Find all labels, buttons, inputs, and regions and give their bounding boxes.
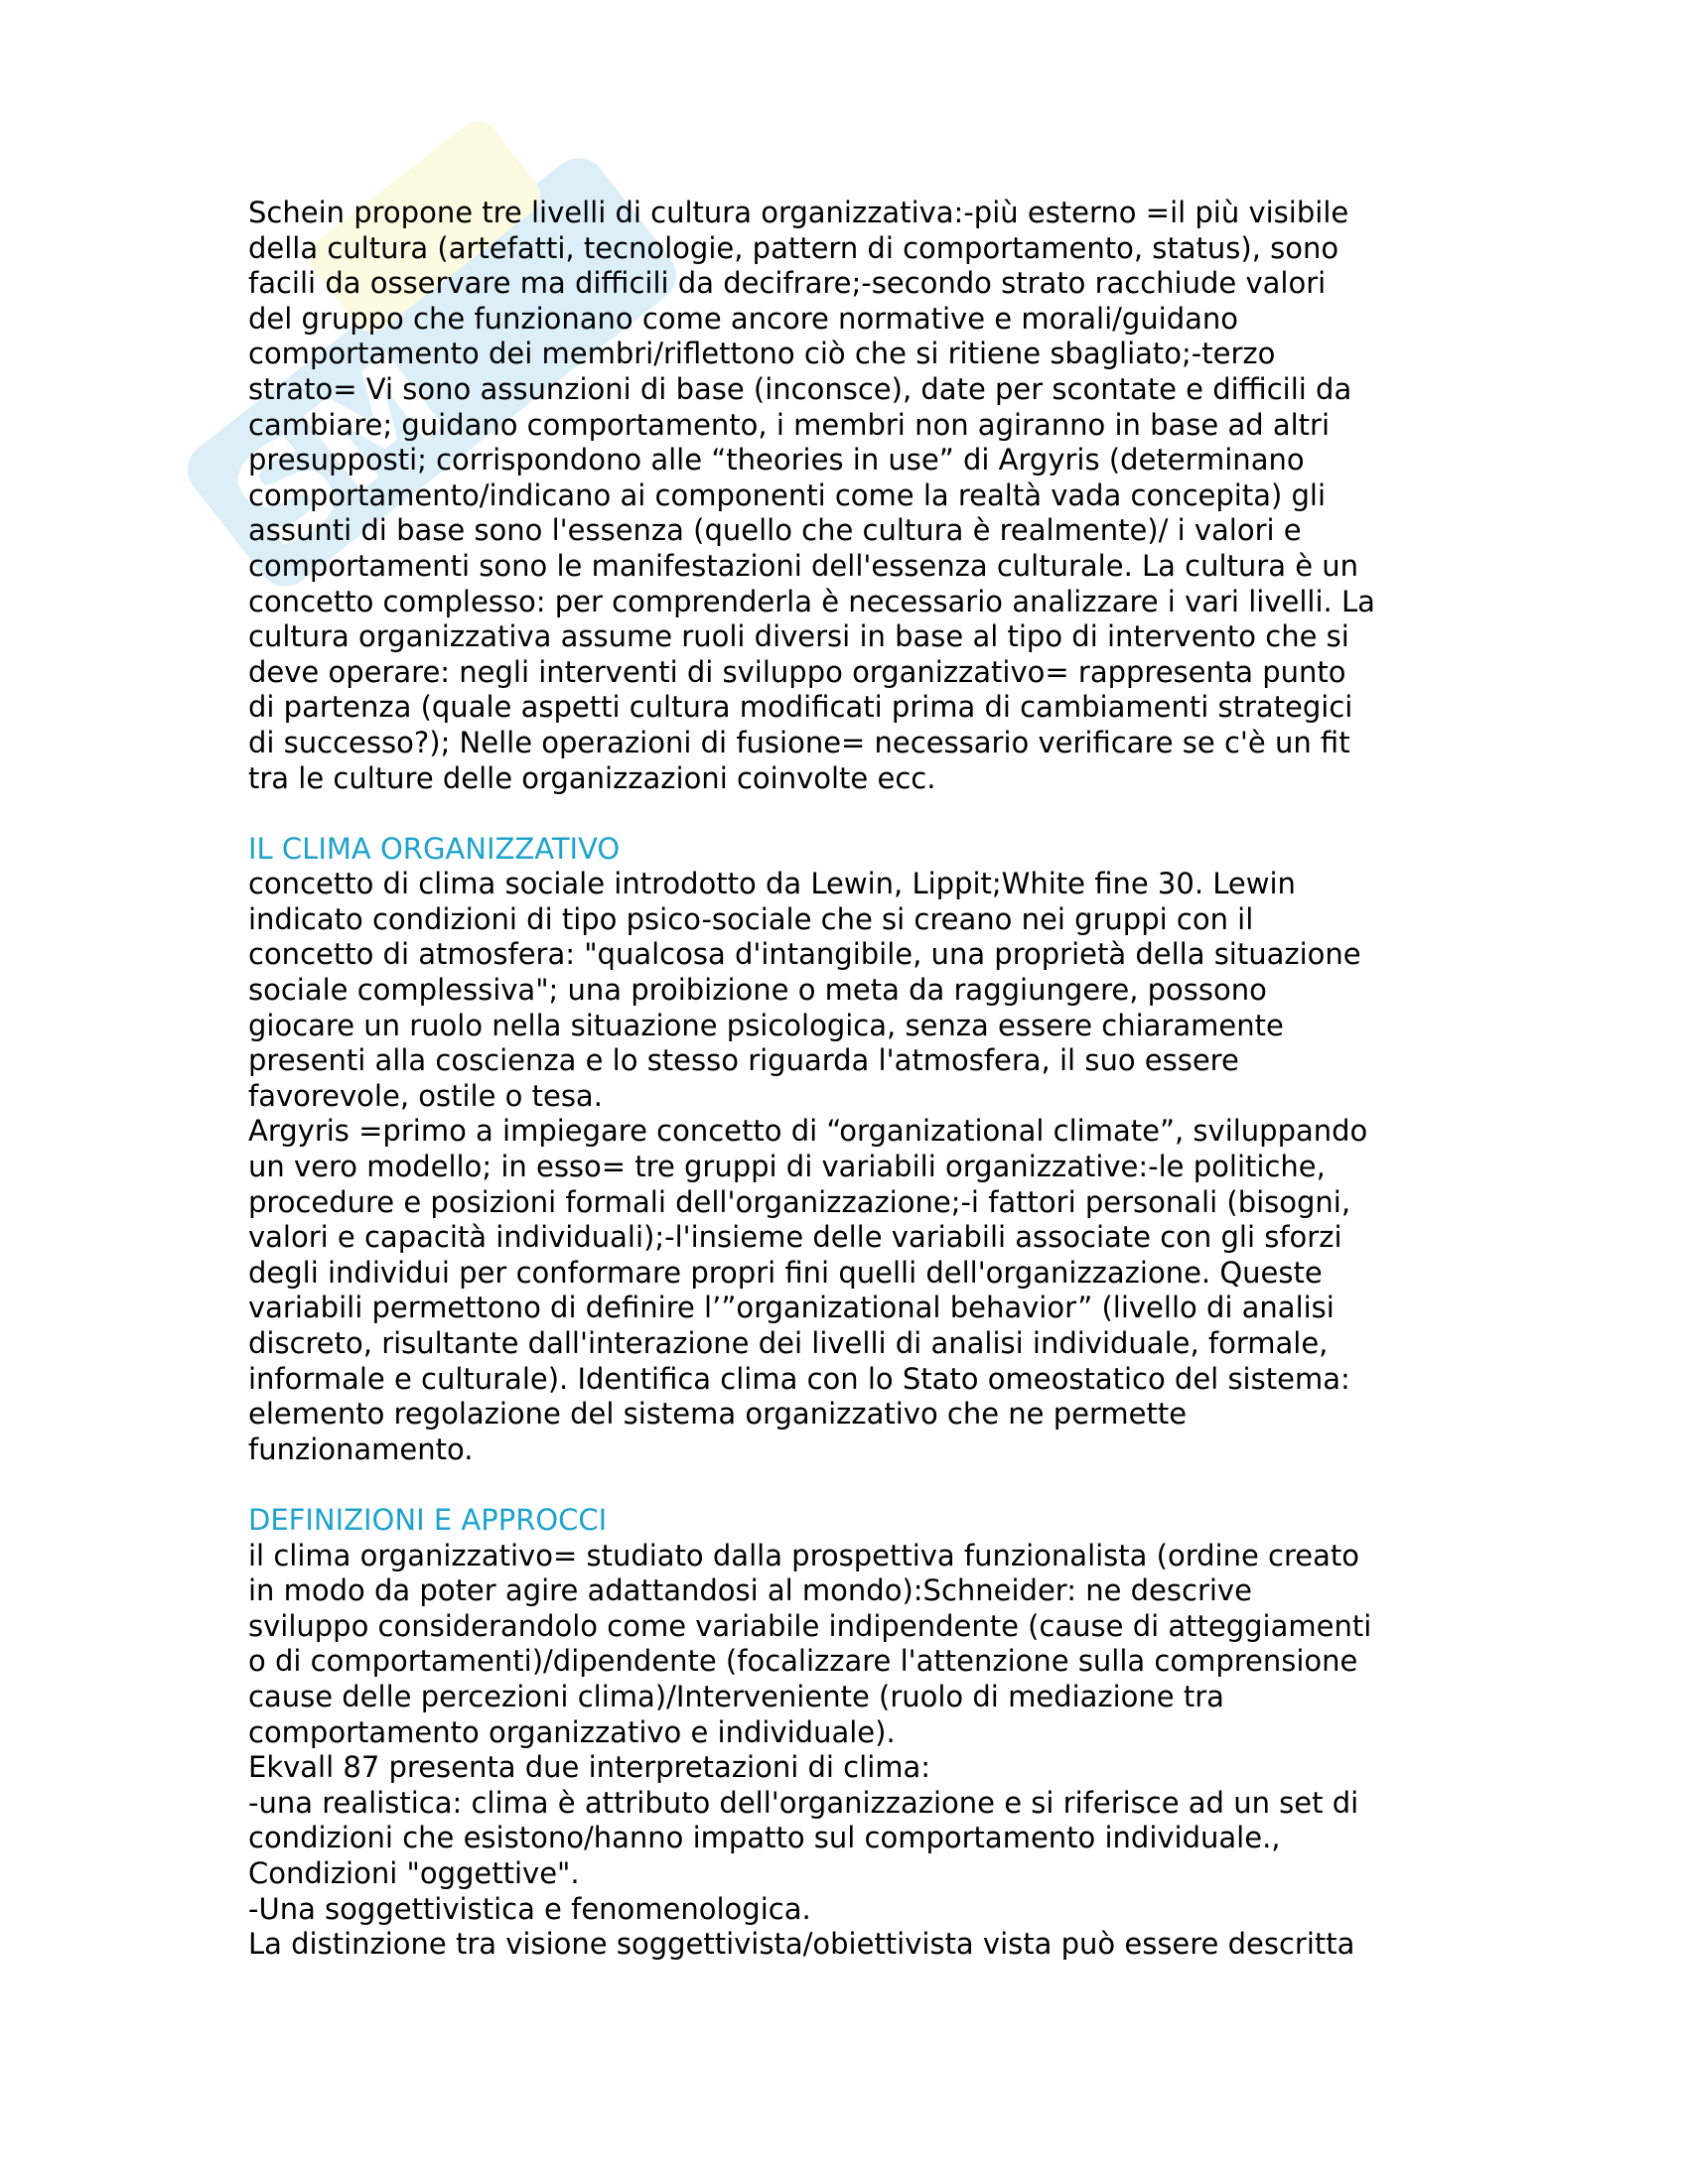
- definizioni-paragraph-5: La distinzione tra visione soggettivista/obiettivista vista può essere descritta: [248, 1927, 1355, 1962]
- definizioni-paragraph-2: Ekvall 87 presenta due interpretazioni di clima:: [248, 1750, 931, 1785]
- definizioni-paragraph-4: -Una soggettivistica e fenomenologica.: [248, 1891, 811, 1926]
- intro-paragraph: Schein propone tre livelli di cultura organizzativa:-più esterno =il più visibile della cultura (artefatti, tecnologie, pattern di comportamento, status), sono facili da osservare ma difficili da decifrare;-secondo strato racchiude valori del gruppo che funzionano come ancore normative e morali/guidano comportamento dei membri/riflettono ciò che si ritiene sbagliato;-terzo strato= Vi sono assunzioni di base (inconsce), date per scontate e difficili da cambiare; guidano comportamento, i membri non agiranno in base ad altri presupposti; corrispondono alle “theories in use” di Argyris (determinano comportamento/indicano ai componenti come la realtà vada concepita) gli assunti di base sono l'essenza (quello che cultura è realmente)/ i valori e comportamenti sono le manifestazioni dell'essenza culturale. La cultura è un concetto complesso: per comprenderla è necessario analizzare i vari livelli. La cultura organizzativa assume ruoli diversi in base al tipo di intervento che si deve operare: negli interventi di sviluppo organizzativo= rappresenta punto di partenza (quale aspetti cultura modificati prima di cambiamenti strategici di successo?); Nelle operazioni di fusione= necessario verificare se c'è un fit tra le culture delle organizzazioni coinvolte ecc.: [248, 196, 1375, 795]
- clima-paragraph-2: Argyris =primo a impiegare concetto di “organizational climate”, sviluppando un vero modello; in esso= tre gruppi di variabili organizzative:-le politiche, procedure e posizioni formali dell'organizzazione;-i fattori personali (bisogni, valori e capacità individuali);-l'insieme delle variabili associate con gli sforzi degli individui per conformare propri fini quelli dell'organizzazione. Queste variabili permettono di definire l’”organizational behavior” (livello di analisi discreto, risultante dall'interazione dei livelli di analisi individuale, formale, informale e culturale). Identifica clima con lo Stato omeostatico del sistema: elemento regolazione del sistema organizzativo che ne permette funzionamento.: [248, 1114, 1368, 1466]
- clima-paragraph-1: concetto di clima sociale introdotto da Lewin, Lippit;White fine 30. Lewin indicato condizioni di tipo psico-sociale che si creano nei gruppi con il concetto di atmosfera: "qualcosa d'intangibile, una proprietà della situazione sociale complessiva"; una proibizione o meta da raggiungere, possono giocare un ruolo nella situazione psicologica, senza essere chiaramente presenti alla coscienza e lo stesso riguarda l'atmosfera, il suo essere favorevole, ostile o tesa.: [248, 867, 1361, 1113]
- spacer: [248, 796, 1460, 832]
- section-heading-definizioni: DEFINIZIONI E APPROCCI: [248, 1502, 608, 1537]
- svg-text:SM: SM: [205, 324, 473, 580]
- spacer: [248, 1467, 1460, 1503]
- definizioni-paragraph-3: -una realistica: clima è attributo dell'organizzazione e si riferisce ad un set di condizioni che esistono/hanno impatto sul comportamento individuale., Condizioni "oggettive".: [248, 1785, 1359, 1890]
- definizioni-paragraph-1: il clima organizzativo= studiato dalla prospettiva funzionalista (ordine creato in modo da poter agire adattandosi al mondo):Schneider: ne descrive sviluppo considerandolo come variabile indipendente (cause di atteggiamenti o di comportamenti)/dipendente (focalizzare l'attenzione sulla comprensione cause delle percezioni clima)/Interveniente (ruolo di mediazione tra comportamento organizzativo e individuale).: [248, 1538, 1372, 1749]
- section-heading-clima: IL CLIMA ORGANIZZATIVO: [248, 831, 621, 866]
- document-page: [248, 196, 1460, 1963]
